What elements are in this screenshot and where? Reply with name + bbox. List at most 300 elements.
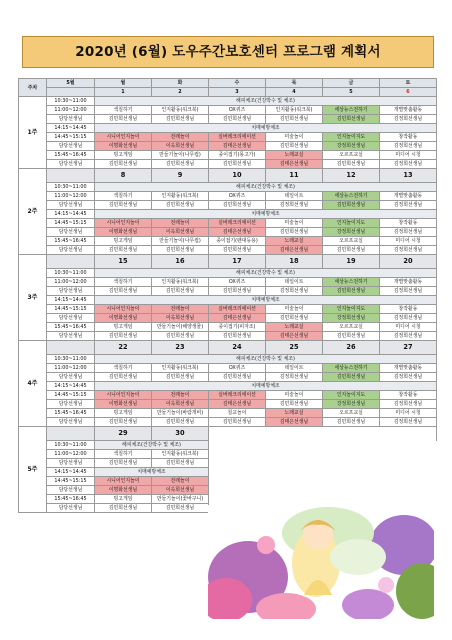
time-slot: 10:30~11:00 <box>47 355 95 364</box>
activity-cell: 빙고게임 <box>95 409 152 418</box>
activity-cell: 김민희선생님 <box>266 400 323 409</box>
image-area <box>209 450 437 459</box>
activity-cell: 빙고게임 <box>95 151 152 160</box>
time-slot: 11:00~12:00 <box>47 192 95 201</box>
activity-cell: 색칠하기 <box>95 106 152 115</box>
activity-cell: 김민희선생님 <box>152 418 209 427</box>
activity-cell: 인지놀이지도 <box>323 133 380 142</box>
schedule-row <box>19 269 437 278</box>
time-slot: 담당선생님 <box>47 115 95 124</box>
time-slot: 11:00~12:00 <box>47 450 95 459</box>
day-header: 금 <box>323 79 380 88</box>
date-header: 2 <box>152 88 209 97</box>
activity-cell: 김민희선생님 <box>152 504 209 513</box>
activity-cell: 김정희선생님 <box>380 228 437 237</box>
activity-cell: 김민희선생님 <box>95 418 152 427</box>
date-header: 4 <box>266 88 323 97</box>
date-cell: 25 <box>266 341 323 355</box>
day-header: 월 <box>95 79 152 88</box>
document-title: 2020년 (6월) 도우주간보호센터 프로그램 계획서 <box>22 36 434 68</box>
schedule-row <box>19 391 437 400</box>
activity-cell: OX퀴즈 <box>209 106 266 115</box>
activity-cell: 노래교실 <box>266 323 323 332</box>
week-dates-row <box>19 427 437 441</box>
schedule-row <box>19 201 437 210</box>
activity-cell: 오르프교실 <box>323 151 380 160</box>
activity-cell: 만들기놀이(나무컵) <box>152 237 209 246</box>
time-slot: 14:15~14:45 <box>47 124 95 133</box>
activity-cell: 오르프교실 <box>323 409 380 418</box>
activity-cell: 김민희선생님 <box>323 201 380 210</box>
activity-cell: 김정희선생님 <box>380 332 437 341</box>
activity-cell: 빙고게임 <box>95 237 152 246</box>
activity-cell: 김정희선생님 <box>380 373 437 382</box>
time-slot: 담당선생님 <box>47 486 95 495</box>
schedule-row <box>19 486 437 495</box>
activity-cell: 김민희선생님 <box>323 418 380 427</box>
activity-cell: 김민희선생님 <box>209 332 266 341</box>
schedule-row <box>19 441 437 450</box>
week-label: 1주 <box>19 97 47 169</box>
activity-cell: 칠교놀이 <box>209 409 266 418</box>
week-dates-row <box>19 169 437 183</box>
time-slot: 10:30~11:00 <box>47 441 95 450</box>
activity-cell: 오르프교실 <box>323 323 380 332</box>
week-label: 5주 <box>19 427 47 513</box>
activity-cell: 실버레크리에이션 <box>209 133 266 142</box>
schedule-row <box>19 106 437 115</box>
activity-cell: 김민희선생님 <box>209 201 266 210</box>
activity-cell: 만들기놀이(나무컵) <box>152 151 209 160</box>
time-slot: 담당선생님 <box>47 400 95 409</box>
activity-cell: 인지놀이지도 <box>323 305 380 314</box>
common-activity: 해피체조(건강박수 및 체조) <box>95 355 437 364</box>
activity-cell: 김민희선생님 <box>209 246 266 255</box>
time-slot: 15:45~16:45 <box>47 323 95 332</box>
activity-cell: 강정희선생님 <box>323 228 380 237</box>
time-slot: 14:45~15:15 <box>47 477 95 486</box>
activity-cell: 전래놀이 <box>152 477 209 486</box>
activity-cell: 미술놀이 <box>266 133 323 142</box>
schedule-row <box>19 183 437 192</box>
activity-cell: 미술놀이 <box>266 305 323 314</box>
date-cell: 29 <box>95 427 152 441</box>
date-cell: 26 <box>323 341 380 355</box>
activity-cell: 김민희선생님 <box>266 115 323 124</box>
activity-cell: 김정희선생님 <box>380 160 437 169</box>
activity-cell: 김태은선생님 <box>266 160 323 169</box>
activity-cell: 창작활동 <box>380 305 437 314</box>
image-area <box>209 441 437 450</box>
time-slot: 담당선생님 <box>47 314 95 323</box>
activity-cell: 인지활동(워크북) <box>152 192 209 201</box>
schedule-row <box>19 142 437 151</box>
activity-cell: 시니어인지놀이 <box>95 133 152 142</box>
date-cell: 10 <box>209 169 266 183</box>
activity-cell: 이옥희선생님 <box>152 228 209 237</box>
week-column-header: 주차 <box>19 79 47 97</box>
activity-cell: 김민희선생님 <box>209 160 266 169</box>
date-header: 3 <box>209 88 266 97</box>
activity-cell: 김태은선생님 <box>209 314 266 323</box>
week-label: 4주 <box>19 341 47 427</box>
schedule-row <box>19 151 437 160</box>
blank-cell <box>47 341 95 355</box>
image-area <box>209 495 437 504</box>
schedule-row <box>19 364 437 373</box>
time-slot: 14:15~14:45 <box>47 296 95 305</box>
schedule-row <box>19 495 437 504</box>
schedule-row <box>19 219 437 228</box>
schedule-row <box>19 97 437 106</box>
activity-cell: 김민희선생님 <box>209 115 266 124</box>
date-cell: 8 <box>95 169 152 183</box>
week-dates-row <box>19 255 437 269</box>
activity-cell: 이명화선생님 <box>95 486 152 495</box>
time-slot: 15:45~16:45 <box>47 495 95 504</box>
activity-cell: 김민희선생님 <box>209 373 266 382</box>
activity-cell: 김정희선생님 <box>380 287 437 296</box>
activity-cell: 미술놀이 <box>266 219 323 228</box>
activity-cell: 김민희선생님 <box>95 332 152 341</box>
date-cell: 27 <box>380 341 437 355</box>
activity-cell: 전래놀이 <box>152 305 209 314</box>
activity-cell: 김민희선생님 <box>209 418 266 427</box>
activity-cell: 세상뉴스전하기 <box>323 192 380 201</box>
date-header: 1 <box>95 88 152 97</box>
schedule-row <box>19 296 437 305</box>
activity-cell: 김민희선생님 <box>266 142 323 151</box>
activity-cell: 데일이트 <box>266 278 323 287</box>
activity-cell: 실버레크리에이션 <box>209 219 266 228</box>
time-slot: 15:45~16:45 <box>47 409 95 418</box>
activity-cell: 개별맞춤활동 <box>380 278 437 287</box>
activity-cell: 노래교실 <box>266 237 323 246</box>
activity-cell: 김민희선생님 <box>323 160 380 169</box>
activity-cell: 전래놀이 <box>152 133 209 142</box>
image-area <box>209 486 437 495</box>
blank-cell <box>47 169 95 183</box>
time-slot: 14:45~15:15 <box>47 305 95 314</box>
common-activity: 해피체조(건강박수 및 체조) <box>95 441 209 450</box>
activity-cell: 김정희선생님 <box>266 287 323 296</box>
time-slot: 14:45~15:15 <box>47 219 95 228</box>
activity-cell: 색칠하기 <box>95 364 152 373</box>
empty-date-cell <box>209 427 437 441</box>
activity-cell: 미디어 시청 <box>380 237 437 246</box>
common-activity: 치매예방체조 <box>95 210 437 219</box>
activity-cell: 데일이트 <box>266 192 323 201</box>
schedule-row <box>19 332 437 341</box>
common-activity: 치매예방체조 <box>95 468 209 477</box>
time-slot: 15:45~16:45 <box>47 237 95 246</box>
activity-cell: 종이접기(팬대등용) <box>209 237 266 246</box>
activity-cell: 김민희선생님 <box>95 373 152 382</box>
blank-cell <box>47 255 95 269</box>
activity-cell: 김태은선생님 <box>209 142 266 151</box>
activity-cell: 김정희선생님 <box>380 142 437 151</box>
activity-cell: 종이접기(피자조) <box>209 323 266 332</box>
activity-cell: 김민희선생님 <box>323 332 380 341</box>
activity-cell: 김정희선생님 <box>380 201 437 210</box>
activity-cell: 미디어 시청 <box>380 151 437 160</box>
activity-cell: 세상뉴스전하기 <box>323 364 380 373</box>
schedule-row <box>19 115 437 124</box>
activity-cell: 인지놀이지도 <box>323 219 380 228</box>
activity-cell: 개별맞춤활동 <box>380 364 437 373</box>
time-slot: 담당선생님 <box>47 201 95 210</box>
schedule-row <box>19 237 437 246</box>
schedule-row <box>19 468 437 477</box>
image-area <box>209 459 437 468</box>
activity-cell: 김정희선생님 <box>380 400 437 409</box>
time-slot: 14:15~14:45 <box>47 382 95 391</box>
day-header: 목 <box>266 79 323 88</box>
time-slot: 11:00~12:00 <box>47 106 95 115</box>
activity-cell: 김민희선생님 <box>209 287 266 296</box>
activity-cell: 전래놀이 <box>152 219 209 228</box>
time-slot: 담당선생님 <box>47 246 95 255</box>
schedule-row <box>19 409 437 418</box>
activity-cell: 김태은선생님 <box>209 400 266 409</box>
activity-cell: 전래놀이 <box>152 391 209 400</box>
activity-cell: 미술놀이 <box>266 391 323 400</box>
schedule-row <box>19 160 437 169</box>
time-slot: 담당선생님 <box>47 418 95 427</box>
activity-cell: 시니어인지놀이 <box>95 391 152 400</box>
common-activity: 해피체조(건강박수 및 체조) <box>95 269 437 278</box>
time-slot: 11:00~12:00 <box>47 278 95 287</box>
activity-cell: 실버레크리에이션 <box>209 391 266 400</box>
schedule-row <box>19 477 437 486</box>
week-label: 3주 <box>19 255 47 341</box>
activity-cell: 김민희선생님 <box>152 246 209 255</box>
activity-cell: 김민희선생님 <box>152 332 209 341</box>
schedule-row <box>19 192 437 201</box>
common-activity: 치매예방체조 <box>95 382 437 391</box>
activity-cell: 인지활동(워크북) <box>152 106 209 115</box>
activity-cell: 색칠하기 <box>95 192 152 201</box>
schedule-row <box>19 133 437 142</box>
activity-cell: 김민희선생님 <box>95 459 152 468</box>
common-activity: 치매예방체조 <box>95 124 437 133</box>
activity-cell: 인지활동(워크북) <box>152 450 209 459</box>
date-cell: 24 <box>209 341 266 355</box>
activity-cell: 김민희선생님 <box>95 246 152 255</box>
activity-cell: 강정희선생님 <box>323 142 380 151</box>
activity-cell: 실버레크리에이션 <box>209 305 266 314</box>
schedule-row <box>19 287 437 296</box>
activity-cell: 김민희선생님 <box>95 115 152 124</box>
activity-cell: 세상뉴스전하기 <box>323 278 380 287</box>
blank-cell <box>47 427 95 441</box>
date-cell: 18 <box>266 255 323 269</box>
activity-cell: 이명화선생님 <box>95 228 152 237</box>
activity-cell: 김민희선생님 <box>266 314 323 323</box>
time-slot: 담당선생님 <box>47 373 95 382</box>
schedule-row <box>19 400 437 409</box>
activity-cell: 인지놀이지도 <box>323 391 380 400</box>
time-slot: 14:15~14:45 <box>47 210 95 219</box>
activity-cell: 노래교실 <box>266 409 323 418</box>
activity-cell: 빙고게임 <box>95 495 152 504</box>
activity-cell: 종이접기(몽고가) <box>209 151 266 160</box>
schedule-row <box>19 373 437 382</box>
date-cell: 17 <box>209 255 266 269</box>
day-header: 화 <box>152 79 209 88</box>
activity-cell: 김정희선생님 <box>266 373 323 382</box>
activity-cell: 이명화선생님 <box>95 142 152 151</box>
date-header: 5 <box>323 88 380 97</box>
schedule-row <box>19 323 437 332</box>
common-activity: 치매예방체조 <box>95 296 437 305</box>
activity-cell: 만들기놀이(바람개비) <box>152 409 209 418</box>
activity-cell: 김민희선생님 <box>152 373 209 382</box>
date-header: 6 <box>380 88 437 97</box>
activity-cell: 김태은선생님 <box>209 228 266 237</box>
header-days-row <box>19 79 437 88</box>
date-cell: 20 <box>380 255 437 269</box>
activity-cell: 김민희선생님 <box>323 287 380 296</box>
time-slot: 10:30~11:00 <box>47 97 95 106</box>
schedule-row <box>19 459 437 468</box>
activity-cell: 이옥희선생님 <box>152 400 209 409</box>
activity-cell: 김정희선생님 <box>266 201 323 210</box>
schedule-row <box>19 124 437 133</box>
date-cell: 22 <box>95 341 152 355</box>
image-area <box>209 468 437 477</box>
common-activity: 해피체조(건강박수 및 체조) <box>95 183 437 192</box>
activity-cell: 인지활동(워크북) <box>152 364 209 373</box>
time-slot: 10:30~11:00 <box>47 269 95 278</box>
activity-cell: 김민희선생님 <box>323 246 380 255</box>
date-cell: 15 <box>95 255 152 269</box>
activity-cell: 시니어인지놀이 <box>95 219 152 228</box>
activity-cell: 김민희선생님 <box>95 160 152 169</box>
activity-cell: 시니어인지놀이 <box>95 305 152 314</box>
week-dates-row <box>19 341 437 355</box>
activity-cell: 김민희선생님 <box>95 201 152 210</box>
activity-cell: 세상뉴스전하기 <box>323 106 380 115</box>
date-cell: 30 <box>152 427 209 441</box>
activity-cell: 시니어인지놀이 <box>95 477 152 486</box>
activity-cell: 김민희선생님 <box>323 115 380 124</box>
activity-cell: 김민희선생님 <box>152 459 209 468</box>
activity-cell: 인지활동(워크북) <box>152 278 209 287</box>
day-header: 수 <box>209 79 266 88</box>
activity-cell: 이명화선생님 <box>95 314 152 323</box>
activity-cell: 김태은선생님 <box>266 246 323 255</box>
schedule-row <box>19 314 437 323</box>
activity-cell: 색칠하기 <box>95 450 152 459</box>
time-slot: 10:30~11:00 <box>47 183 95 192</box>
date-cell: 23 <box>152 341 209 355</box>
date-cell: 9 <box>152 169 209 183</box>
activity-cell: OX퀴즈 <box>209 192 266 201</box>
activity-cell: OX퀴즈 <box>209 278 266 287</box>
activity-cell: 만들기놀이(꽃바구니) <box>152 495 209 504</box>
activity-cell: 이옥희선생님 <box>152 142 209 151</box>
time-slot: 담당선생님 <box>47 332 95 341</box>
common-activity: 해피체조(건강박수 및 체조) <box>95 97 437 106</box>
time-slot: 11:00~12:00 <box>47 364 95 373</box>
activity-cell: 김태은선생님 <box>266 418 323 427</box>
activity-cell: 이옥희선생님 <box>152 486 209 495</box>
activity-cell: 노래교실 <box>266 151 323 160</box>
activity-cell: 빙고게임 <box>95 323 152 332</box>
schedule-row <box>19 355 437 364</box>
schedule-row <box>19 305 437 314</box>
blank-cell <box>47 88 95 97</box>
time-slot: 담당선생님 <box>47 228 95 237</box>
time-slot: 담당선생님 <box>47 504 95 513</box>
activity-cell: OX퀴즈 <box>209 364 266 373</box>
activity-cell: 미디어 시청 <box>380 409 437 418</box>
activity-cell: 미디어 시청 <box>380 323 437 332</box>
activity-cell: 이옥희선생님 <box>152 314 209 323</box>
image-area <box>209 477 437 486</box>
activity-cell: 창작활동 <box>380 133 437 142</box>
schedule-row <box>19 450 437 459</box>
time-slot: 담당선생님 <box>47 160 95 169</box>
week-label: 2주 <box>19 169 47 255</box>
activity-cell: 개별맞춤활동 <box>380 192 437 201</box>
time-slot: 14:45~15:15 <box>47 133 95 142</box>
activity-cell: 김민희선생님 <box>95 504 152 513</box>
schedule-row <box>19 246 437 255</box>
activity-cell: 김민희선생님 <box>152 115 209 124</box>
activity-cell: 이명화선생님 <box>95 400 152 409</box>
time-slot: 담당선생님 <box>47 287 95 296</box>
activity-cell: 강정희선생님 <box>323 400 380 409</box>
time-slot: 담당선생님 <box>47 459 95 468</box>
activity-cell: 김민희선생님 <box>152 160 209 169</box>
time-slot: 14:15~14:45 <box>47 468 95 477</box>
schedule-row <box>19 278 437 287</box>
activity-cell: 김정희선생님 <box>380 314 437 323</box>
activity-cell: 개별맞춤활동 <box>380 106 437 115</box>
activity-cell: 김태은선생님 <box>266 332 323 341</box>
time-slot: 담당선생님 <box>47 142 95 151</box>
day-header: 토 <box>380 79 437 88</box>
activity-cell: 김민희선생님 <box>266 228 323 237</box>
month-label: 5월 <box>47 79 95 88</box>
activity-cell: 색칠하기 <box>95 278 152 287</box>
activity-cell: 김민희선생님 <box>152 201 209 210</box>
activity-cell: 김민희선생님 <box>95 287 152 296</box>
date-cell: 11 <box>266 169 323 183</box>
activity-cell: 김정희선생님 <box>380 115 437 124</box>
time-slot: 15:45~16:45 <box>47 151 95 160</box>
activity-cell: 창작활동 <box>380 391 437 400</box>
schedule-row <box>19 382 437 391</box>
activity-cell: 김정희선생님 <box>380 246 437 255</box>
schedule-row <box>19 228 437 237</box>
schedule-row <box>19 418 437 427</box>
activity-cell: 김민희선생님 <box>152 287 209 296</box>
activity-cell: 창작활동 <box>380 219 437 228</box>
date-cell: 13 <box>380 169 437 183</box>
date-cell: 12 <box>323 169 380 183</box>
date-cell: 19 <box>323 255 380 269</box>
activity-cell: 김민희선생님 <box>323 373 380 382</box>
activity-cell: 김정희선생님 <box>380 418 437 427</box>
activity-cell: 데일이트 <box>266 364 323 373</box>
schedule-row <box>19 210 437 219</box>
activity-cell: 만들기놀이(해양생물) <box>152 323 209 332</box>
program-schedule-table <box>18 78 437 513</box>
flower-fairy-illustration <box>208 505 434 619</box>
